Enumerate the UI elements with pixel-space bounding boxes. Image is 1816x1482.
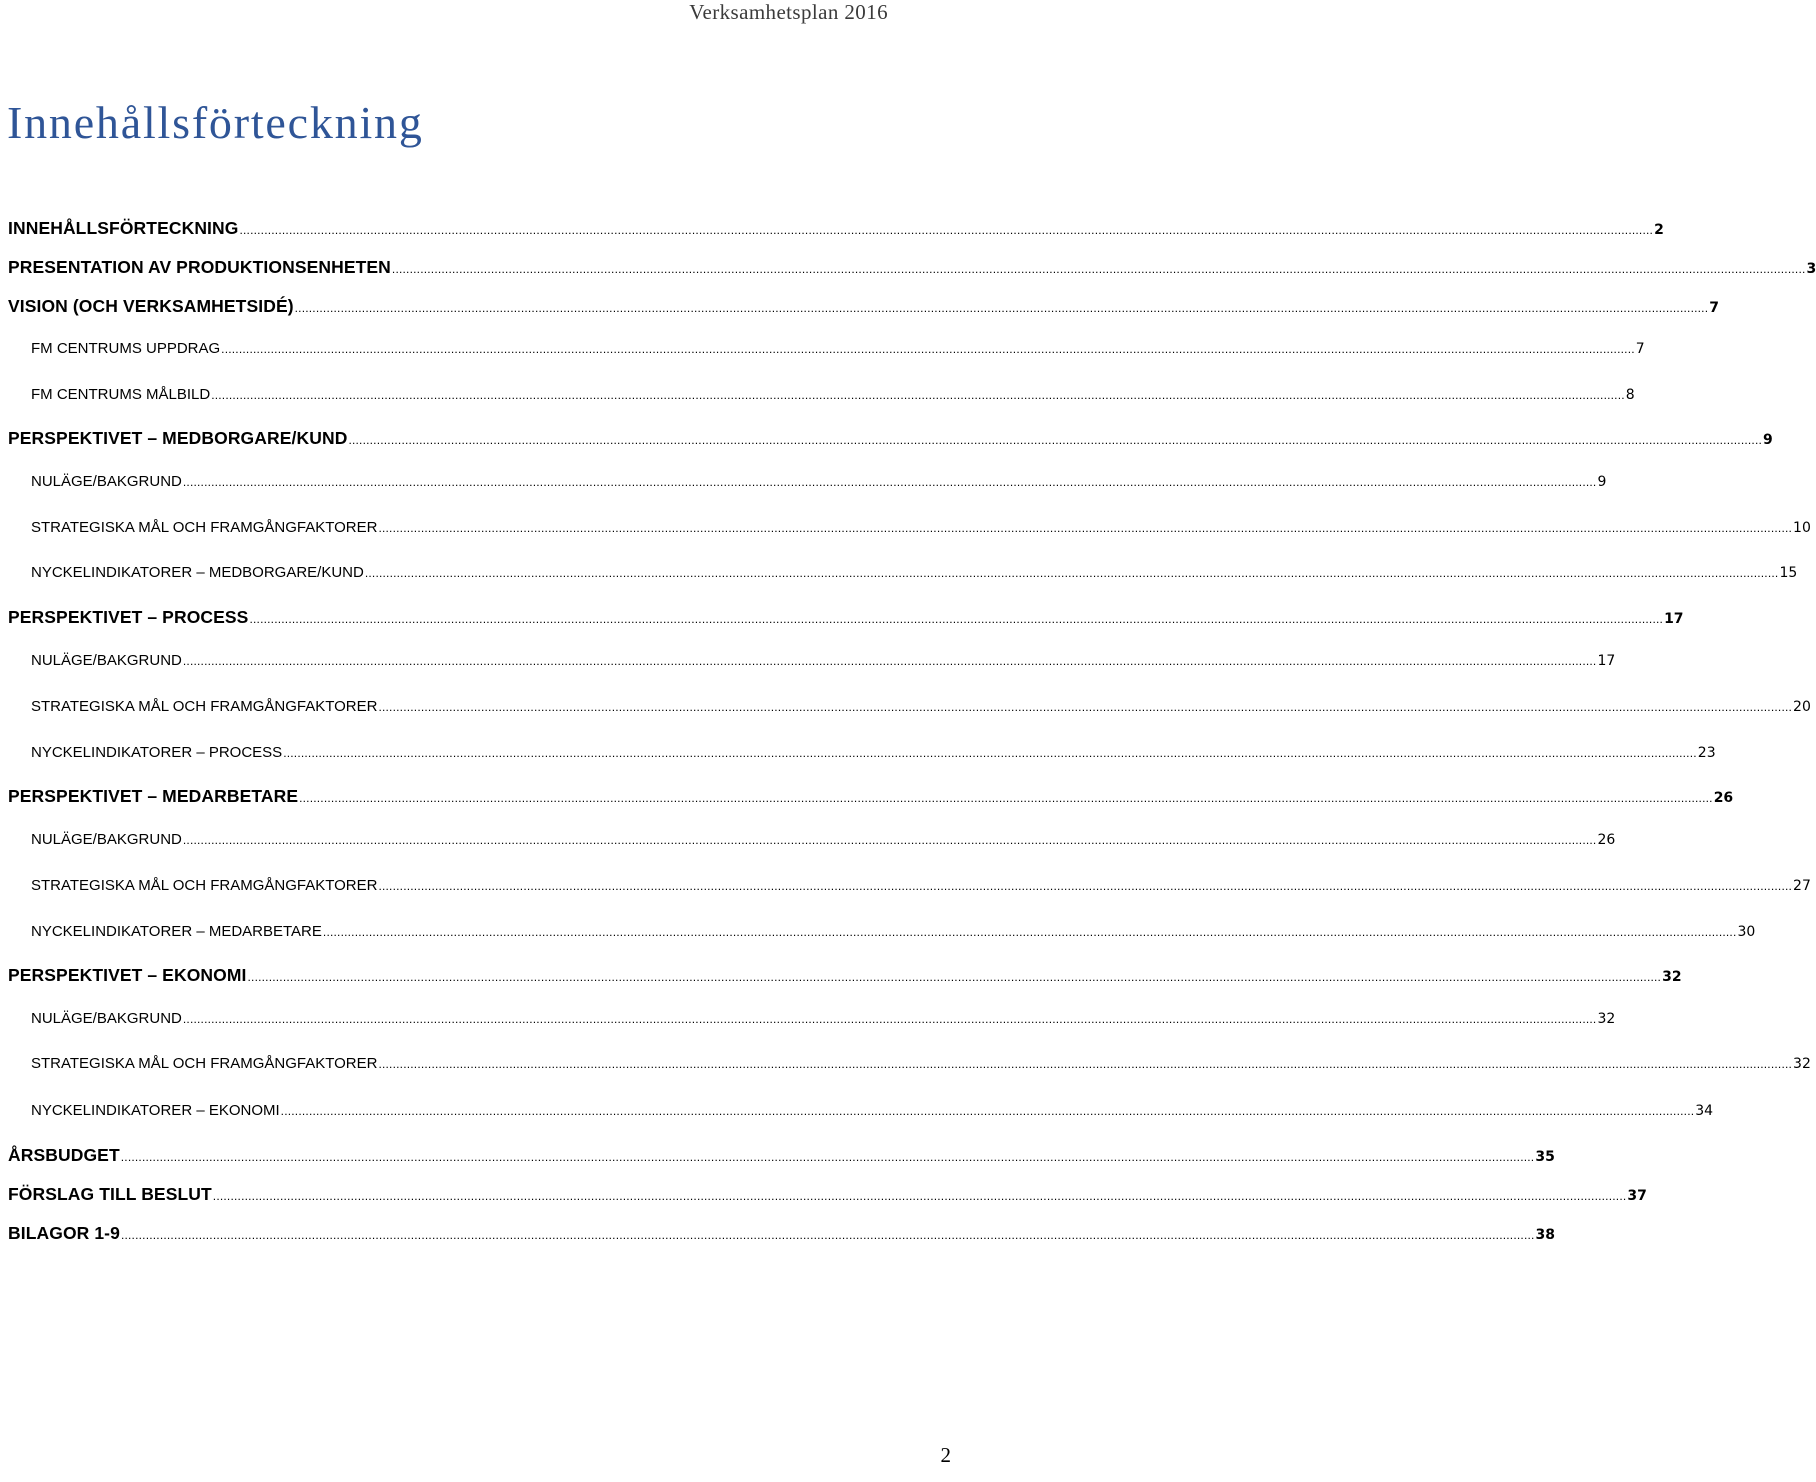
toc-entry-label: STRATEGISKA MÅL OCH FRAMGÅNGFAKTORER <box>31 519 378 536</box>
toc-entry[interactable] <box>0 873 1811 897</box>
toc-leader-dots: ................................................................................................................................................................................................................................................................................................................................................................................................................ <box>348 433 1763 447</box>
toc-entry[interactable] <box>0 560 1798 584</box>
toc-entry[interactable] <box>0 382 1635 406</box>
toc-leader-dots: ................................................................................................................................................................................................................................................................................................................................................................................................................ <box>299 791 1713 805</box>
toc-entry-label: PERSPEKTIVET – MEDARBETARE <box>8 786 299 806</box>
toc-entry-line <box>31 386 1635 403</box>
toc-entry-page: 3 <box>1806 261 1816 277</box>
toc-leader-dots: ................................................................................................................................................................................................................................................................................................................................................................................................................ <box>378 879 1793 893</box>
toc-entry[interactable] <box>0 786 1734 810</box>
toc-entry-page: 15 <box>1779 565 1798 581</box>
toc-entry-page: 23 <box>1697 745 1716 761</box>
toc-entry-line <box>8 428 1773 449</box>
toc-entry-line <box>31 1102 1714 1119</box>
toc-entry-label: ÅRSBUDGET <box>8 1145 120 1165</box>
toc-entry-page: 10 <box>1793 520 1811 536</box>
toc-leader-dots: ................................................................................................................................................................................................................................................................................................................................................................................................................ <box>249 612 1664 626</box>
toc-entry-line <box>31 564 1798 581</box>
toc-leader-dots: ................................................................................................................................................................................................................................................................................................................................................................................................................ <box>322 925 1737 939</box>
toc-entry[interactable] <box>0 965 1682 989</box>
toc-entry-line <box>8 1184 1647 1205</box>
toc-entry[interactable] <box>0 1006 1616 1030</box>
toc-entry-page: 17 <box>1664 611 1684 627</box>
toc-entry-line <box>8 296 1719 317</box>
toc-entry-label: PERSPEKTIVET – MEDBORGARE/KUND <box>8 428 348 448</box>
toc-entry[interactable] <box>0 428 1773 452</box>
toc-entry-label: BILAGOR 1-9 <box>8 1223 120 1243</box>
toc-entry[interactable] <box>0 1223 1556 1247</box>
toc-entry-label: FÖRSLAG TILL BESLUT <box>8 1184 212 1204</box>
toc-entry-label: NYCKELINDIKATORER – MEDARBETARE <box>31 923 322 940</box>
toc-entry-line <box>8 1145 1555 1166</box>
toc-entry-page: 26 <box>1713 790 1734 806</box>
toc-entry-page: 8 <box>1625 387 1635 403</box>
toc-entry-page: 30 <box>1737 924 1756 940</box>
toc-entry-line <box>8 786 1734 807</box>
toc-entry-label: PERSPEKTIVET – EKONOMI <box>8 965 247 985</box>
toc-leader-dots: ................................................................................................................................................................................................................................................................................................................................................................................................................ <box>247 970 1662 984</box>
toc-entry-line <box>31 652 1616 669</box>
toc-entry-page: 35 <box>1535 1149 1555 1165</box>
toc-entry-line <box>8 1223 1556 1244</box>
toc-entry-label: STRATEGISKA MÅL OCH FRAMGÅNGFAKTORER <box>31 877 378 894</box>
toc-entry[interactable] <box>0 1098 1714 1122</box>
toc-entry[interactable] <box>0 469 1607 493</box>
toc-entry-label: STRATEGISKA MÅL OCH FRAMGÅNGFAKTORER <box>31 1055 378 1072</box>
toc-leader-dots: ................................................................................................................................................................................................................................................................................................................................................................................................................ <box>182 475 1597 489</box>
toc-entry-page: 32 <box>1662 969 1682 985</box>
toc-entry-page: 38 <box>1535 1227 1556 1243</box>
toc-entry-line <box>31 923 1756 940</box>
toc-entry[interactable] <box>0 827 1616 851</box>
toc-entry-page: 27 <box>1793 878 1811 894</box>
toc-entry-page: 9 <box>1763 432 1773 448</box>
toc-entry[interactable] <box>0 296 1719 320</box>
toc-entry-label: NYCKELINDIKATORER – MEDBORGARE/KUND <box>31 564 364 581</box>
toc-entry[interactable] <box>0 919 1756 943</box>
toc-entry[interactable] <box>0 218 1664 242</box>
toc-entry-line <box>8 607 1684 628</box>
toc-entry-line <box>8 257 1816 278</box>
toc-entry-line <box>31 744 1716 761</box>
toc-entry[interactable] <box>0 740 1716 764</box>
toc-entry-label: NYCKELINDIKATORER – PROCESS <box>31 744 283 761</box>
toc-entry-line <box>31 877 1811 894</box>
toc-entry-line <box>8 965 1682 986</box>
toc-heading: Innehållsförteckning <box>7 97 424 148</box>
toc-leader-dots: ................................................................................................................................................................................................................................................................................................................................................................................................................ <box>212 1189 1627 1203</box>
toc-entry-page: 2 <box>1654 222 1664 238</box>
toc-entry[interactable] <box>0 607 1684 631</box>
toc-entry-page: 32 <box>1597 1011 1616 1027</box>
toc-leader-dots: ................................................................................................................................................................................................................................................................................................................................................................................................................ <box>239 223 1654 237</box>
toc-entry-label: NULÄGE/BAKGRUND <box>31 652 182 669</box>
toc-entry-page: 32 <box>1793 1056 1811 1072</box>
toc-entry-label: VISION (OCH VERKSAMHETSIDÉ) <box>8 296 294 316</box>
toc-leader-dots: ................................................................................................................................................................................................................................................................................................................................................................................................................ <box>378 521 1793 535</box>
toc-leader-dots: ................................................................................................................................................................................................................................................................................................................................................................................................................ <box>182 654 1597 668</box>
toc-entry-label: FM CENTRUMS UPPDRAG <box>31 340 221 357</box>
toc-entry-label: PERSPEKTIVET – PROCESS <box>8 607 249 627</box>
toc-entry-line <box>8 218 1664 239</box>
toc-leader-dots: ................................................................................................................................................................................................................................................................................................................................................................................................................ <box>221 342 1635 356</box>
toc-leader-dots: ................................................................................................................................................................................................................................................................................................................................................................................................................ <box>211 388 1625 402</box>
toc-entry-line <box>31 1055 1811 1072</box>
toc-entry-page: 37 <box>1627 1188 1647 1204</box>
toc-entry[interactable] <box>0 1051 1811 1075</box>
toc-leader-dots: ................................................................................................................................................................................................................................................................................................................................................................................................................ <box>364 566 1779 580</box>
toc-entry-line <box>31 1010 1616 1027</box>
toc-entry-page: 26 <box>1597 832 1616 848</box>
toc-entry-page: 34 <box>1695 1103 1714 1119</box>
toc-leader-dots: ................................................................................................................................................................................................................................................................................................................................................................................................................ <box>294 301 1709 315</box>
toc-entry-label: PRESENTATION AV PRODUKTIONSENHETEN <box>8 257 391 277</box>
toc-leader-dots: ................................................................................................................................................................................................................................................................................................................................................................................................................ <box>391 262 1806 276</box>
toc-entry[interactable] <box>0 694 1811 718</box>
toc-entry-label: INNEHÅLLSFÖRTECKNING <box>8 218 239 238</box>
toc-entry-label: NULÄGE/BAKGRUND <box>31 1010 182 1027</box>
toc-entry-label: NULÄGE/BAKGRUND <box>31 473 182 490</box>
toc-entry-page: 7 <box>1709 300 1719 316</box>
toc-entry-line <box>31 698 1811 715</box>
toc-leader-dots: ................................................................................................................................................................................................................................................................................................................................................................................................................ <box>120 1150 1535 1164</box>
toc-entry-label: STRATEGISKA MÅL OCH FRAMGÅNGFAKTORER <box>31 698 378 715</box>
toc-entry-label: FM CENTRUMS MÅLBILD <box>31 386 211 403</box>
toc-entry-line <box>31 473 1607 490</box>
toc-leader-dots: ................................................................................................................................................................................................................................................................................................................................................................................................................ <box>182 1012 1597 1026</box>
toc-entry[interactable] <box>0 336 1645 360</box>
toc-entry-page: 17 <box>1597 653 1616 669</box>
toc-entry-line <box>31 340 1645 357</box>
toc-entry-page: 9 <box>1597 474 1607 490</box>
toc-leader-dots: ................................................................................................................................................................................................................................................................................................................................................................................................................ <box>280 1104 1695 1118</box>
toc-leader-dots: ................................................................................................................................................................................................................................................................................................................................................................................................................ <box>283 746 1697 760</box>
toc-leader-dots: ................................................................................................................................................................................................................................................................................................................................................................................................................ <box>120 1228 1535 1242</box>
toc-entry-line <box>31 831 1616 848</box>
toc-entry[interactable] <box>0 1145 1555 1169</box>
toc-entry[interactable] <box>0 515 1811 539</box>
toc-entry-label: NYCKELINDIKATORER – EKONOMI <box>31 1102 280 1119</box>
toc-entry[interactable] <box>0 257 1816 281</box>
toc-entry-page: 20 <box>1793 699 1811 715</box>
toc-entry-line <box>31 519 1811 536</box>
toc-leader-dots: ................................................................................................................................................................................................................................................................................................................................................................................................................ <box>182 833 1597 847</box>
running-header: Verksamhetsplan 2016 <box>689 0 888 24</box>
toc-leader-dots: ................................................................................................................................................................................................................................................................................................................................................................................................................ <box>378 1057 1793 1071</box>
toc-entry[interactable] <box>0 648 1616 672</box>
toc-entry-label: NULÄGE/BAKGRUND <box>31 831 182 848</box>
toc-entry[interactable] <box>0 1184 1647 1208</box>
page-number: 2 <box>940 1443 951 1467</box>
toc-leader-dots: ................................................................................................................................................................................................................................................................................................................................................................................................................ <box>378 700 1793 714</box>
toc-entry-page: 7 <box>1635 341 1645 357</box>
